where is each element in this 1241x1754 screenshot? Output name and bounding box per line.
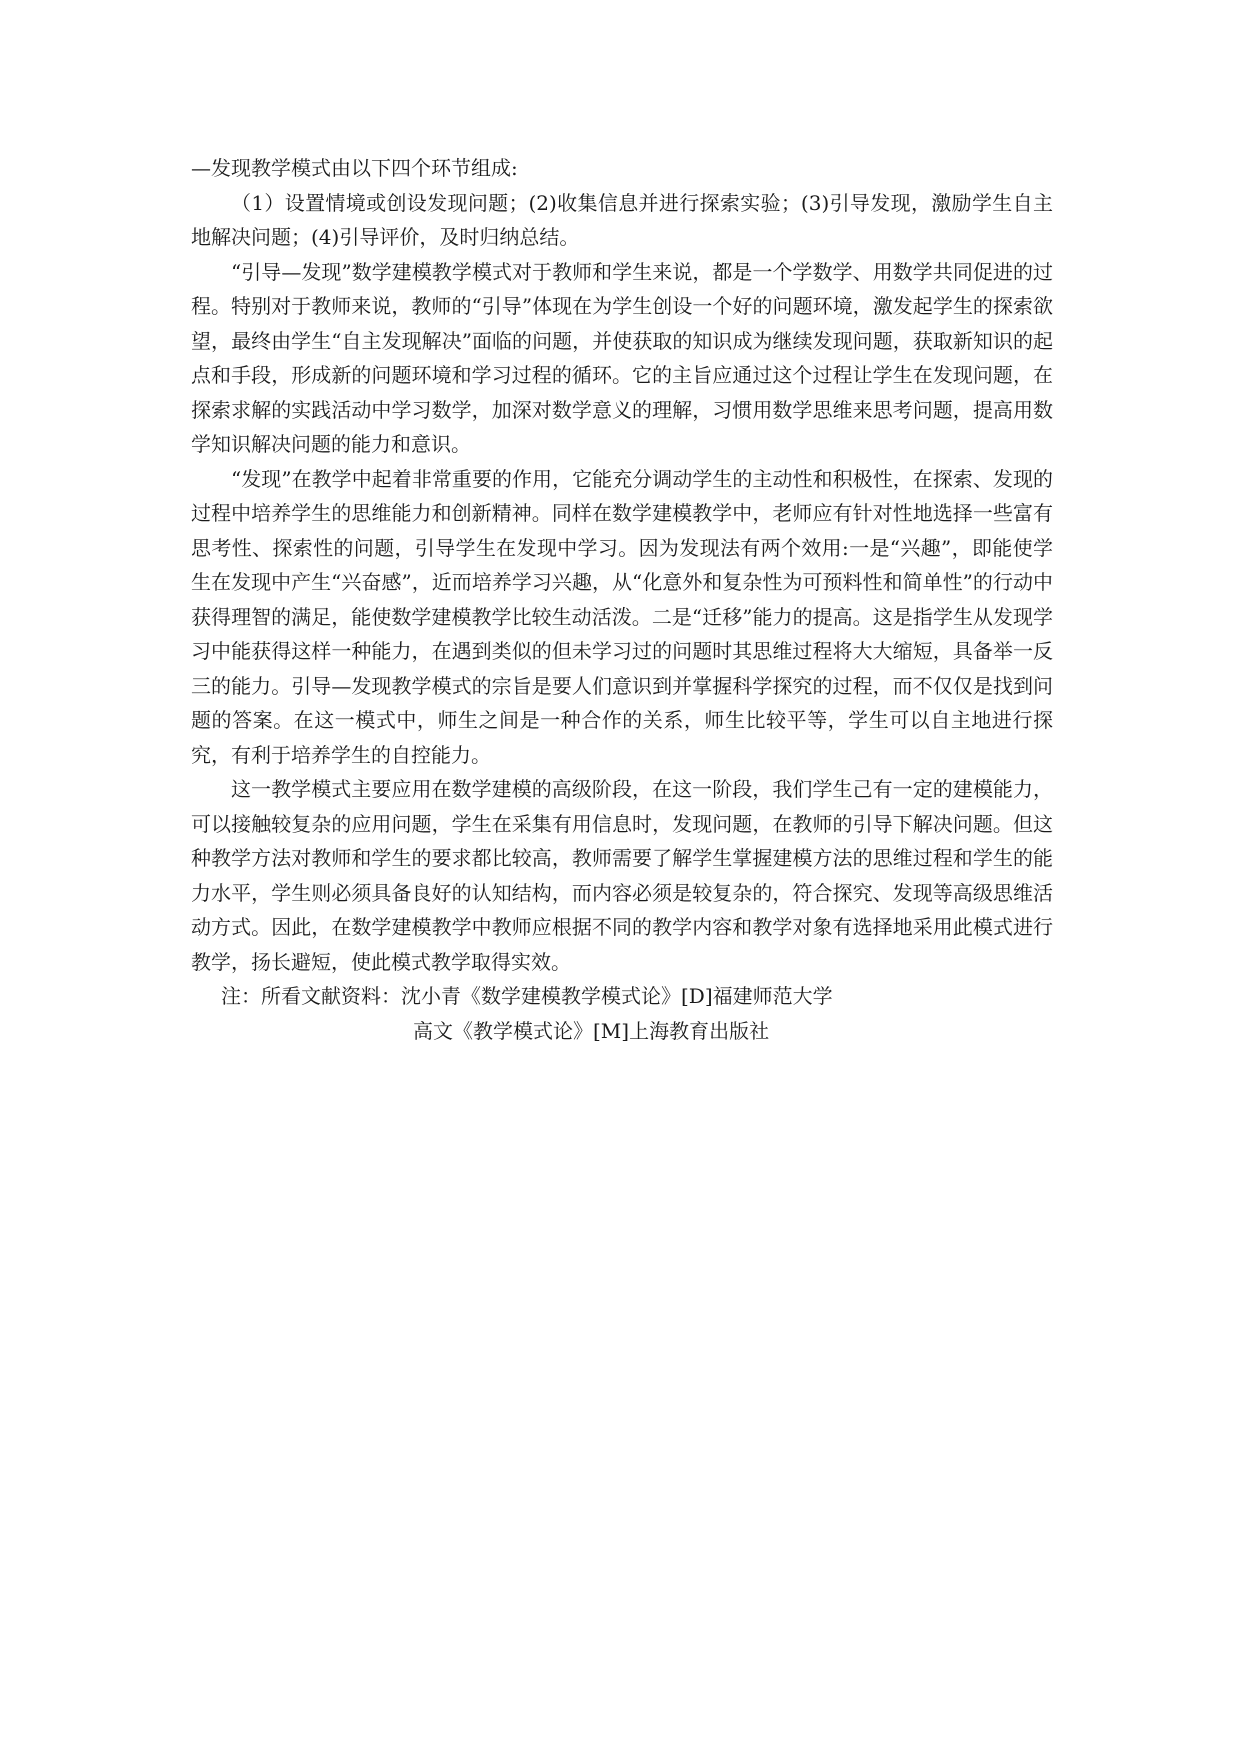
references-note: 注：所看文献资料：沈小青《数学建模教学模式论》[D]福建师范大学 (221, 984, 833, 1008)
steps-paragraph: （1）设置情境或创设发现问题；(2)收集信息并进行探索实验；(3)引导发现，激励学生自主地解决问题；(4)引导评价，及时归纳总结。 (191, 190, 1053, 249)
references-note-continued: 高文《教学模式论》[M]上海教育出版社 (413, 1018, 770, 1043)
intro-line: —发现教学模式由以下四个环节组成: (191, 156, 518, 180)
paragraph-application: 这一教学模式主要应用在数学建模的高级阶段，在这一阶段，我们学生己有一定的建模能力，可以接触较复杂的应用问题，学生在采集有用信息时，发现问题，在教师的引导下解决问题。但这种教学方法对教师和学生的要求都比较高，教师需要了解学生掌握建模方法的思维过程和学生的能力水平，学生则必须具备良好的认知结构，而内容必须是较复杂的，符合探究、发现等高级思维活动方式。因此，在数学建模教学中教师应根据不同的教学内容和教学对象有选择地采用此模式进行教学，扬长避短，使此模式教学取得实效。 (191, 777, 1053, 974)
paragraph-discovery-role: “发现”在教学中起着非常重要的作用，它能充分调动学生的主动性和积极性，在探索、发现的过程中培养学生的思维能力和创新精神。同样在数学建模教学中，老师应有针对性地选择一些富有思考性、探索性的问题，引导学生在发现中学习。因为发现法有两个效用:一是“兴趣”，即能使学生在发现中产生“兴奋感”，近而培养学习兴趣，从“化意外和复杂性为可预料性和简单性”的行动中获得理智的满足，能使数学建模教学比较生动活泼。二是“迁移”能力的提高。这是指学生从发现学习中能获得这样一种能力，在遇到类似的但未学习过的问题时其思维过程将大大缩短，具备举一反三的能力。引导—发现教学模式的宗旨是要人们意识到并掌握科学探究的过程，而不仅仅是找到问题的答案。在这一模式中，师生之间是一种合作的关系，师生比较平等，学生可以自主地进行探究，有利于培养学生的自控能力。 (191, 466, 1053, 767)
paragraph-guided-discovery: “引导—发现”数学建模教学模式对于教师和学生来说，都是一个学数学、用数学共同促进的过程。特别对于教师来说，教师的“引导”体现在为学生创设一个好的问题环境，激发起学生的探索欲望，最终由学生“自主发现解决”面临的问题，并使获取的知识成为继续发现问题，获取新知识的起点和手段，形成新的问题环境和学习过程的循环。它的主旨应通过这个过程让学生在发现问题，在探索求解的实践活动中学习数学，加深对数学意义的理解，习惯用数学思维来思考问题，提高用数学知识解决问题的能力和意识。 (191, 259, 1053, 456)
document-body (191, 151, 1053, 1048)
